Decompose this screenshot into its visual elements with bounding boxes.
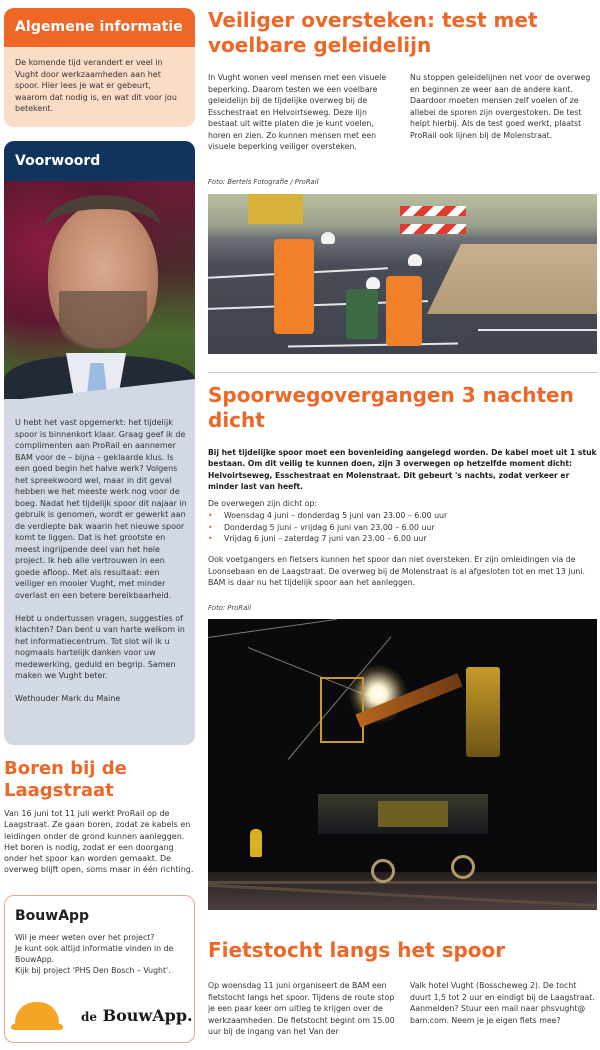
- photo-white-strip: [288, 343, 458, 348]
- crossings-title: Spoorwegovergangen 3 nachten dicht: [208, 383, 574, 432]
- general-info-title: Algemene informatie: [4, 8, 195, 47]
- bike-tour-title: Fietstocht langs het spoor: [208, 938, 506, 962]
- closure-dates-list: [208, 510, 598, 544]
- bouwapp-line: Wil je meer weten over het project?: [15, 933, 155, 942]
- foreword-paragraph: U hebt het vast opgemerkt: het tijdelijk spoor is binnenkort klaar. Graag geef ik de complimenten aan ProRail en aannemer BAM voor de – bijna – geklaarde klus. Is een goed begin het halve werk? Volgens het spreekwoord wel, maar in dit geval hebben we het meeste werk nog voor de boeg. Nadat het tijdelijk spoor dit najaar in gebruik is genomen, wordt er gewerkt aan de verdiepte bak waarin het nieuwe spoor komt te liggen. Dat is het grootste en meest ingrijpende deel van het hele project. Ik heb alle vertrouwen in een goede afloop. Met als resultaat: een veiliger en mooier Vught, met minder overlast en een betere bereikbaarheid.: [15, 418, 187, 600]
- photo-worker: [386, 276, 422, 346]
- bike-tour-body: [208, 980, 598, 1038]
- general-info-text: De komende tijd verandert er veel in Vught door werkzaamheden aan het spoor. Hier lees je wat er gebeurt, waarom dat nodig is, en wat dit voor jou betekent.: [15, 58, 177, 113]
- photo-vehicle-cab: [378, 801, 448, 827]
- foreword-paragraph: Hebt u ondertussen vragen, suggesties of klachten? Dan bent u van harte welkom in het informatiecentrum. Tot slot wil ik u nogmaals hartelijk danken voor uw medewerking, geduld en begrip. Samen maken we Vught beter.: [15, 613, 185, 680]
- photo-machine: [248, 194, 303, 224]
- bike-tour-col-2: Valk hotel Vught (Bosscheweg 2). De tocht duurt 1,5 tot 2 uur en eindigt bij de Laagstraat. Aanmelden? Stuur een mail naar phsvught@ bam.com. Neem je je eigen fiets mee?: [410, 981, 595, 1025]
- crossings-lead: Bij het tijdelijke spoor moet een bovenleiding aangelegd worden. De kabel moet uit 1 stuk bestaan. Om dit veilig te kunnen doen, zijn 3 overwegen op hetzelfde moment dicht: Helvoirtseweg, Esschestraat en Molenstraat. Dit gebeurt 's nachts, zodat verkeer er minder last van heeft.: [208, 448, 597, 491]
- crossings-intro: De overwegen zijn dicht op:: [208, 499, 318, 509]
- bouwapp-line: Je kunt ook altijd informatie vinden in de BouwApp.: [15, 944, 174, 964]
- photo-crane-mast: [466, 667, 500, 757]
- bouwapp-box: [4, 895, 195, 1043]
- closure-date-item: • Vrijdag 6 juni – zaterdag 7 juni van 23.00 – 6.00 uur: [208, 533, 598, 544]
- bouwapp-brand-name: BouwApp.: [102, 1005, 193, 1025]
- tactile-col-2: Nu stoppen geleidelijnen net voor de overweg en beginnen ze weer aan de andere kant. Daardoor moeten mensen zelf voelen of ze allebei de sporen zijn overgestoken. De test helpt hierbij. Als de test goed werkt, plaatst ProRail ook lijnen bij de Molenstraat.: [410, 73, 591, 140]
- photo-worker: [250, 829, 262, 857]
- foreword-text: [15, 417, 187, 716]
- photo-worker: [346, 289, 378, 339]
- photo-ballast: [208, 872, 597, 910]
- foreword-title: Voorwoord: [4, 141, 195, 181]
- portrait-beard: [59, 291, 147, 349]
- portrait-hair: [44, 195, 162, 265]
- closure-date-item: • Woensdag 4 juni – donderdag 5 juni van 23.00 – 6.00 uur: [208, 510, 598, 521]
- crossings-text: Ook voetgangers en fietsers kunnen het spoor dan niet oversteken. Er zijn omleidingen via de Loonsebaan en de Laagstraat. De overweg bij de Molenstraat is al afgesloten tot en met 13 juni. BAM is daar nu het tijdelijk spoor aan het aanleggen.: [208, 555, 585, 588]
- bike-tour-article: [208, 938, 598, 1038]
- photo-rail: [208, 881, 597, 884]
- bouwapp-brand: [81, 1006, 193, 1025]
- bouwapp-title: BouwApp: [15, 908, 90, 924]
- drilling-title: Boren bij de Laagstraat: [4, 758, 127, 801]
- bike-tour-col-1: Op woensdag 11 juni organiseert de BAM een fietstocht langs het spoor. Tijdens de route stop je een paar keer om uitleg te krijgen over de werkzaamheden. De fietstocht begint om 15.00 uur bij de ingang van het Van der: [208, 981, 395, 1036]
- tactile-photo-caption: Foto: Bertels Fotografie / ProRail: [208, 178, 319, 186]
- photo-barrier: [400, 224, 466, 234]
- crossings-article: [208, 383, 598, 612]
- tactile-body: [208, 72, 598, 153]
- section-divider: [208, 372, 598, 373]
- photo-hardhat: [366, 277, 380, 289]
- photo-wheel: [371, 859, 395, 883]
- foreword-signature: Wethouder Mark du Maine: [15, 694, 121, 703]
- photo-barrier: [400, 206, 466, 216]
- photo-overhead-wire: [208, 619, 337, 638]
- drilling-article: [4, 758, 199, 876]
- photo-hardhat: [408, 254, 422, 266]
- drilling-text: Van 16 juni tot 11 juli werkt ProRail op de Laagstraat. Ze gaan boren, zodat ze kabels en leidingen onder de grond kunnen aanleggen. Het boren is nodig, zodat er een doorgang onder het spoor kan worden gemaakt. De overweg blijft open, soms maar in één richting.: [4, 809, 194, 875]
- bouwapp-text: [15, 932, 184, 976]
- crossings-photo-caption: Foto: ProRail: [208, 604, 252, 612]
- photo-sand: [427, 244, 597, 314]
- tactile-col-1: In Vught wonen veel mensen met een visuele beperking. Daarom testen we een voelbare geleidelijn bij de tijdelijke overweg bij de Esschestraat en Helvoirtseweg. Deze lijn bestaat uit witte platen die je kunt voelen, horen en zien. Zo kunnen mensen met een visuele beperking veiliger oversteken.: [208, 73, 387, 151]
- bouwapp-logo[interactable]: [15, 1002, 193, 1028]
- tactile-line-article: [208, 8, 598, 186]
- helmet-icon: [15, 1002, 59, 1028]
- photo-worker: [274, 239, 314, 334]
- night-work-photo: [208, 619, 597, 910]
- tactile-test-photo: [208, 194, 597, 354]
- photo-white-strip: [478, 329, 597, 331]
- general-info-box: [4, 8, 195, 127]
- closure-date-item: • Donderdag 5 juni – vrijdag 6 juni van 23.00 – 6.00 uur: [208, 522, 598, 533]
- tactile-title: Veiliger oversteken: test met voelbare geleidelijn: [208, 8, 538, 57]
- bouwapp-brand-prefix: de: [81, 1009, 98, 1024]
- photo-hardhat: [321, 232, 335, 244]
- alderman-portrait-photo: [4, 181, 195, 399]
- photo-work-basket: [320, 677, 364, 743]
- foreword-box: [4, 141, 195, 745]
- photo-wheel: [451, 855, 475, 879]
- bouwapp-line: Kijk bij project 'PHS Den Bosch – Vught'.: [15, 966, 171, 975]
